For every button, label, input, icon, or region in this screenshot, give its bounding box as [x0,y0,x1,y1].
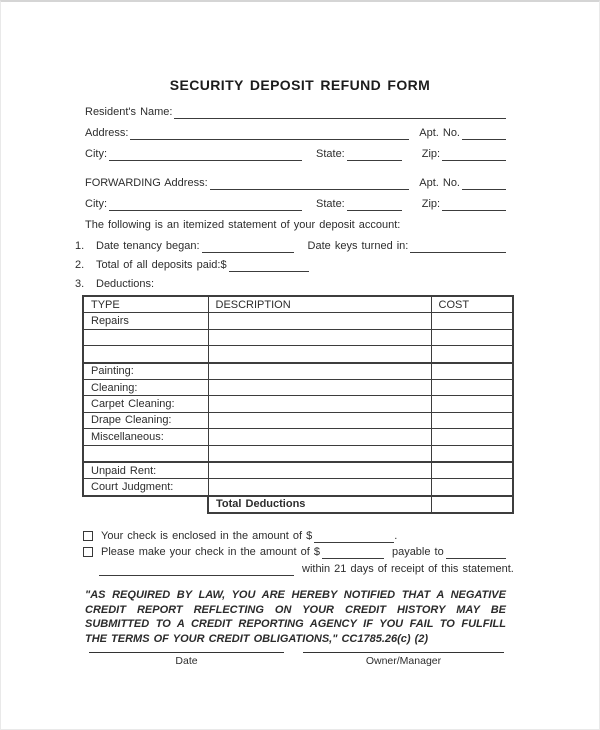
cost-header: COST [431,296,513,313]
total-deposits-paid-field[interactable] [229,258,309,272]
deductions-table [82,295,514,514]
check-enclosed-period: . [394,529,398,542]
checkbox-icon[interactable] [83,547,93,557]
empty-corner-cell [83,496,208,513]
table-row [83,479,513,496]
table-row [83,429,513,445]
forwarding-section [85,169,506,211]
table-row [83,313,513,329]
cost-cell[interactable] [431,396,513,412]
owner-signature-label: Owner/Manager [365,655,442,667]
check-payable-row [83,543,506,560]
type-cell: Painting: [83,363,208,380]
apt-no-field[interactable] [462,126,506,140]
check-payable-continued-row [83,559,514,576]
type-cell: Carpet Cleaning: [83,396,208,412]
legal-notice: "AS REQUIRED BY LAW, YOU ARE HEREBY NOTIFIED THAT A NEGATIVE CREDIT REPORT REFLECTING ON YOUR CREDIT HISTORY MAY BE SUBMITTED TO A CREDIT REPORTING AGENCY IF YOU FAIL TO FULFILL THE TERMS OF YOUR CREDIT OBLIGATIONS," CC1785.26(c) (2) [85,589,506,645]
check-enclosed-label: Your check is enclosed in the amount of $ [101,529,313,542]
forwarding-address-label: FORWARDING Address: [85,177,208,189]
forwarding-apt-no-label: Apt. No. [419,177,460,189]
apt-no-label: Apt. No. [419,127,460,139]
cost-cell[interactable] [431,313,513,329]
owner-signature-block [303,647,504,667]
deductions-header-row [83,296,513,313]
total-deductions-cost-cell[interactable] [431,496,513,513]
check-enclosed-amount-field[interactable] [314,529,394,543]
statement-item-1 [75,234,506,253]
resident-name-row [85,98,506,119]
type-cell [83,346,208,363]
address-label: Address: [85,127,129,139]
check-payable-amount-field[interactable] [322,545,384,559]
cost-cell[interactable] [431,379,513,395]
resident-name-field[interactable] [174,105,506,119]
statement-item-2 [75,253,506,272]
date-signature-block [89,647,284,667]
type-cell: Repairs [83,313,208,329]
description-header: DESCRIPTION [208,296,431,313]
address-field[interactable] [130,126,409,140]
forwarding-state-label: State: [316,198,345,210]
zip-label: Zip: [421,148,441,160]
type-cell: Miscellaneous: [83,429,208,445]
forwarding-city-label: City: [85,198,107,210]
forwarding-zip-field[interactable] [442,197,506,211]
description-cell[interactable] [208,329,431,345]
forwarding-zip-label: Zip: [421,198,441,210]
forwarding-city-field[interactable] [109,197,302,211]
item-2-number: 2. [75,259,85,271]
forwarding-address-field[interactable] [210,176,410,190]
total-deposits-paid-label: Total of all deposits paid:$ [96,259,227,271]
item-1-number: 1. [75,240,85,252]
date-tenancy-began-label: Date tenancy began: [96,240,200,252]
resident-address-row [85,119,506,140]
cost-cell[interactable] [431,329,513,345]
date-keys-turned-in-field[interactable] [410,239,506,253]
date-keys-turned-in-label: Date keys turned in: [307,240,409,252]
date-tenancy-began-field[interactable] [202,239,294,253]
table-row [83,329,513,345]
table-row [83,445,513,462]
total-deductions-label: Total Deductions [208,496,431,513]
item-3-number: 3. [75,278,85,290]
payable-to-continued-field[interactable] [99,562,294,576]
forwarding-state-field[interactable] [347,197,402,211]
within-21-days-label: within 21 days of receipt of this statement. [302,562,514,575]
type-cell [83,329,208,345]
cost-cell[interactable] [431,429,513,445]
state-label: State: [316,148,345,160]
state-field[interactable] [347,147,402,161]
signature-section [85,647,506,667]
resident-name-label: Resident's Name: [85,106,173,118]
total-deductions-row [83,496,513,513]
forwarding-city-row [85,190,506,211]
description-cell[interactable] [208,462,431,479]
forwarding-apt-no-field[interactable] [462,176,506,190]
description-cell[interactable] [208,429,431,445]
table-row [83,412,513,428]
type-cell: Cleaning: [83,379,208,395]
check-options-section [83,526,514,576]
description-cell[interactable] [208,396,431,412]
description-cell[interactable] [208,313,431,329]
cost-cell[interactable] [431,479,513,496]
check-payable-label: Please make your check in the amount of $ [101,546,320,558]
table-row [83,346,513,363]
date-signature-label: Date [175,655,198,667]
city-label: City: [85,148,107,160]
cost-cell[interactable] [431,363,513,380]
cost-cell[interactable] [431,462,513,479]
type-cell [83,445,208,462]
cost-cell[interactable] [431,346,513,363]
resident-section [85,98,506,161]
forwarding-address-row [85,169,506,190]
type-cell: Unpaid Rent: [83,462,208,479]
city-field[interactable] [109,147,302,161]
description-cell[interactable] [208,346,431,363]
check-enclosed-row [83,526,506,543]
table-row [83,396,513,412]
type-cell: Court Judgment: [83,479,208,496]
description-cell[interactable] [208,479,431,496]
form-title: SECURITY DEPOSIT REFUND FORM [169,77,431,93]
table-row [83,462,513,479]
cost-cell[interactable] [431,412,513,428]
statement-item-3 [75,272,506,291]
payable-to-field[interactable] [446,545,506,559]
description-cell[interactable] [208,445,431,462]
payable-to-label: payable to [391,546,444,558]
table-row [83,363,513,380]
type-cell: Drape Cleaning: [83,412,208,428]
type-header: TYPE [83,296,208,313]
table-row [83,379,513,395]
zip-field[interactable] [442,147,506,161]
description-cell[interactable] [208,412,431,428]
cost-cell[interactable] [431,445,513,462]
statement-intro: The following is an itemized statement of your deposit account: [85,219,401,231]
deductions-label: Deductions: [96,278,155,290]
description-cell[interactable] [208,363,431,380]
statement-section [75,216,506,291]
checkbox-icon[interactable] [83,531,93,541]
description-cell[interactable] [208,379,431,395]
resident-city-row [85,140,506,161]
